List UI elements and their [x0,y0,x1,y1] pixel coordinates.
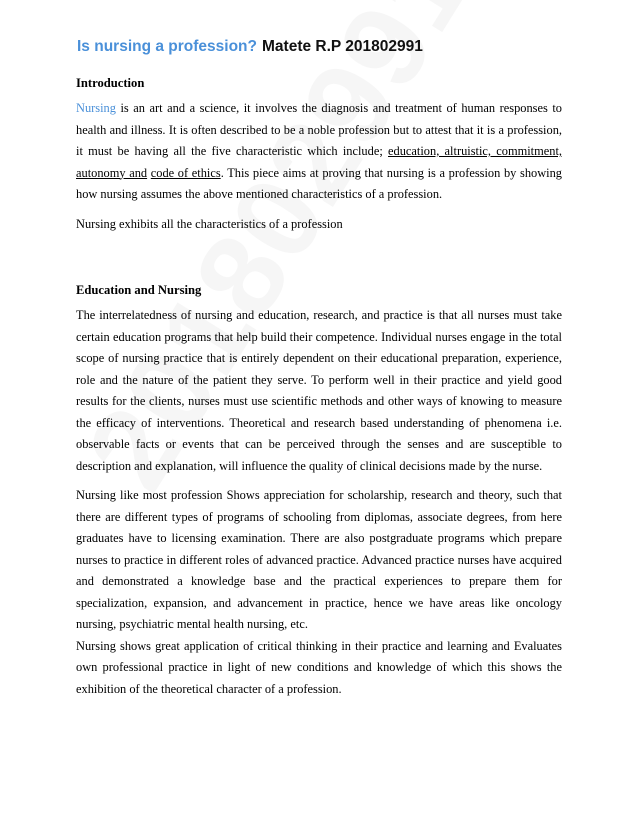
document-body [76,74,562,708]
title-author: Matete R.P 201802991 [262,38,423,55]
education-paragraph-2: Nursing like most profession Shows appreciation for scholarship, research and theory, such that there are different types of programs of schooling from diplomas, associate degrees, from here graduates have to licensing examination. There are also postgraduate programs which prepare nurses to practice in different roles of advanced practice. Advanced practice nurses have acquired and demonstrated a knowledge base and the practical experiences to prepare them for specialization, expansion, and advancement in practice, hence we have areas like oncology nursing, psychiatric mental health nursing, etc. [76,488,562,631]
intro-underlined-ethics: code of ethics [150,165,221,180]
intro-text-1: is an art and a science, it involves the diagnosis and treatment of human responses to health and illness. It is often described to be a noble profession but to attest that it is a profession, it must be having all the five characteristic which include; [76,101,562,158]
intro-text-3: . This piece aims at proving that nursing is a profession by showing how nursing assumes the above mentioned characteristics of a profession. [76,165,562,201]
intro-lead-word: Nursing [76,101,116,115]
page-title [77,38,423,56]
intro-underlined-characteristics: education, altruistic, commitment, autonomy and [76,144,562,180]
title-question: Is nursing a profession? [77,38,257,55]
education-paragraph-1: The interrelatedness of nursing and education, research, and practice is that all nurses must take certain education programs that help build their competence. Individual nurses engage in the total scope of nursing practice that is entirely dependent on their educational preparation, experience, role and the nature of the patient they serve. To perform well in their practice and yield good results for the clients, nurses must use scientific methods and other ways of knowing to measure the efficacy of interventions. Theoretical and research based understanding of phenomena i.e. observable facts or events that can be perceived through the senses and are susceptible to description and explanation, will influence the quality of clinical decisions made by the nurse. [76,308,562,473]
section-heading-education: Education and Nursing [76,283,202,297]
intro-paragraph-1 [76,98,562,206]
education-paragraph-3: Nursing shows great application of critical thinking in their practice and learning and Evaluates own professional practice in light of new conditions and knowledge of which this shows the exhibition of the theoretical character of a profession. [76,638,562,696]
section-spacer [76,243,562,281]
section-heading-introduction: Introduction [76,76,145,90]
intro-paragraph-2: Nursing exhibits all the characteristics of a profession [76,216,343,231]
